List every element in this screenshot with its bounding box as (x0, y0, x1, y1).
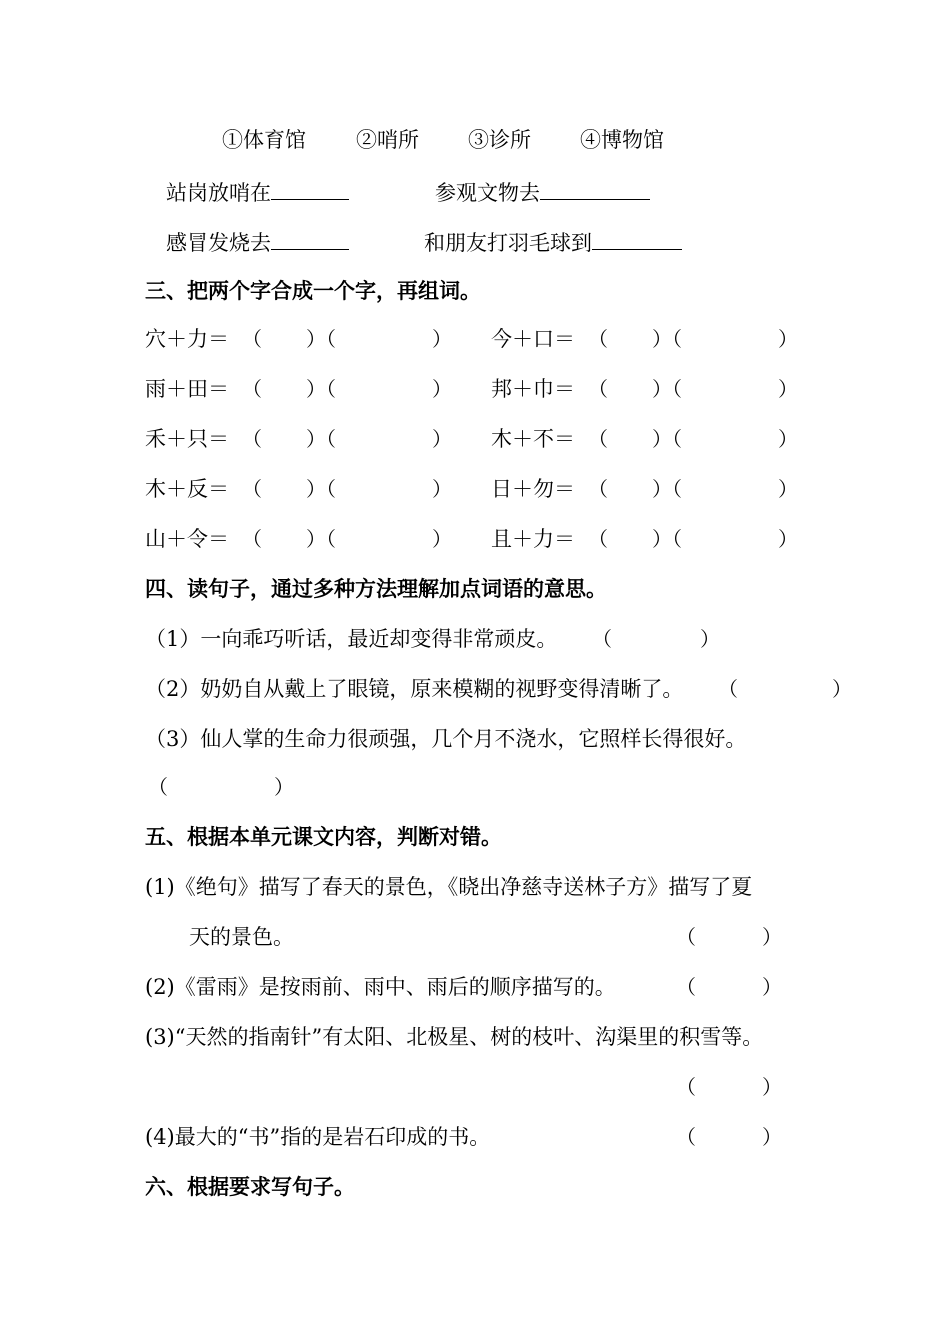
judge-paren[interactable]: （ (676, 1125, 696, 1149)
sentence-2: （2）奶奶自从戴上了眼镜，原来模糊的视野变得清晰了。 (145, 677, 684, 701)
answer-paren[interactable]: （ (588, 327, 608, 351)
section-5-title: 五、根据本单元课文内容，判断对错。 (145, 825, 502, 849)
answer-paren[interactable]: ）（ (652, 527, 682, 551)
answer-paren[interactable]: ） (700, 627, 720, 651)
combine-left-2: 雨＋田＝ (145, 377, 229, 401)
judge-paren[interactable]: ） (762, 975, 782, 999)
answer-paren[interactable]: ）（ (306, 427, 336, 451)
answer-paren[interactable]: （ (592, 627, 612, 651)
option-4: ④博物馆 (580, 128, 664, 152)
judge-item-4: (4)最大的“书”指的是岩石印成的书。 (145, 1125, 491, 1149)
answer-paren[interactable]: （ (148, 775, 168, 799)
combine-right-2: 邦＋巾＝ (491, 377, 575, 401)
answer-paren[interactable]: （ (242, 327, 262, 351)
sentence-3: （3）仙人掌的生命力很顽强，几个月不浇水，它照样长得很好。 (145, 727, 747, 751)
answer-paren[interactable]: ） (274, 775, 294, 799)
fill-place-3 (166, 229, 349, 255)
fill-place-4 (424, 229, 682, 255)
answer-paren[interactable]: ） (432, 327, 452, 351)
judge-item-2: (2)《雷雨》是按雨前、雨中、雨后的顺序描写的。 (145, 975, 616, 999)
fill-place-4-label: 和朋友打羽毛球到 (424, 231, 592, 255)
answer-paren[interactable]: ）（ (306, 377, 336, 401)
fill-place-1-label: 站岗放哨在 (166, 181, 271, 205)
answer-paren[interactable]: （ (588, 477, 608, 501)
fill-place-1 (166, 179, 349, 205)
judge-paren[interactable]: ） (762, 1075, 782, 1099)
answer-paren[interactable]: ） (778, 427, 798, 451)
judge-paren[interactable]: （ (676, 925, 696, 949)
section-4-title: 四、读句子，通过多种方法理解加点词语的意思。 (145, 577, 607, 601)
option-2: ②哨所 (356, 128, 419, 152)
answer-paren[interactable]: （ (242, 427, 262, 451)
answer-paren[interactable]: ）（ (652, 327, 682, 351)
section-6-title: 六、根据要求写句子。 (145, 1175, 355, 1199)
answer-paren[interactable]: ）（ (652, 477, 682, 501)
answer-paren[interactable]: ）（ (306, 527, 336, 551)
combine-right-4: 日＋勿＝ (491, 477, 575, 501)
judge-paren[interactable]: （ (676, 1075, 696, 1099)
answer-paren[interactable]: ）（ (652, 427, 682, 451)
answer-paren[interactable]: ） (778, 327, 798, 351)
answer-paren[interactable]: ）（ (306, 327, 336, 351)
judge-paren[interactable]: ） (762, 1125, 782, 1149)
answer-paren[interactable]: ） (432, 477, 452, 501)
option-3: ③诊所 (468, 128, 531, 152)
fill-blank-4[interactable] (592, 229, 682, 250)
combine-right-5: 且＋力＝ (491, 527, 575, 551)
answer-paren[interactable]: ） (778, 477, 798, 501)
sentence-1: （1）一向乖巧听话，最近却变得非常顽皮。 (145, 627, 558, 651)
answer-paren[interactable]: ） (778, 377, 798, 401)
answer-paren[interactable]: ） (432, 427, 452, 451)
answer-paren[interactable]: ）（ (652, 377, 682, 401)
judge-item-1-cont: 天的景色。 (189, 925, 294, 949)
fill-place-3-label: 感冒发烧去 (166, 231, 271, 255)
answer-paren[interactable]: （ (242, 477, 262, 501)
answer-paren[interactable]: （ (718, 677, 738, 701)
answer-paren[interactable]: ）（ (306, 477, 336, 501)
answer-paren[interactable]: （ (588, 427, 608, 451)
answer-paren[interactable]: （ (588, 377, 608, 401)
answer-paren[interactable]: ） (432, 377, 452, 401)
answer-paren[interactable]: ） (432, 527, 452, 551)
judge-item-3: (3)“天然的指南针”有太阳、北极星、树的枝叶、沟渠里的积雪等。 (145, 1025, 764, 1049)
judge-paren[interactable]: （ (676, 975, 696, 999)
combine-left-1: 穴＋力＝ (145, 327, 229, 351)
fill-blank-2[interactable] (540, 179, 650, 200)
section-3-title: 三、把两个字合成一个字，再组词。 (145, 279, 481, 303)
combine-right-3: 木＋不＝ (491, 427, 575, 451)
fill-blank-3[interactable] (271, 229, 349, 250)
answer-paren[interactable]: ） (778, 527, 798, 551)
combine-left-4: 木＋反＝ (145, 477, 229, 501)
combine-left-5: 山＋令＝ (145, 527, 229, 551)
judge-paren[interactable]: ） (762, 925, 782, 949)
combine-left-3: 禾＋只＝ (145, 427, 229, 451)
option-1: ①体育馆 (222, 128, 306, 152)
answer-paren[interactable]: （ (588, 527, 608, 551)
answer-paren[interactable]: ） (832, 677, 852, 701)
answer-paren[interactable]: （ (242, 527, 262, 551)
combine-right-1: 今＋口＝ (491, 327, 575, 351)
answer-paren[interactable]: （ (242, 377, 262, 401)
fill-blank-1[interactable] (271, 179, 349, 200)
judge-item-1: (1)《绝句》描写了春天的景色，《晓出净慈寺送林子方》描写了夏 (145, 875, 753, 899)
fill-place-2-label: 参观文物去 (435, 181, 540, 205)
fill-place-2 (435, 179, 650, 205)
